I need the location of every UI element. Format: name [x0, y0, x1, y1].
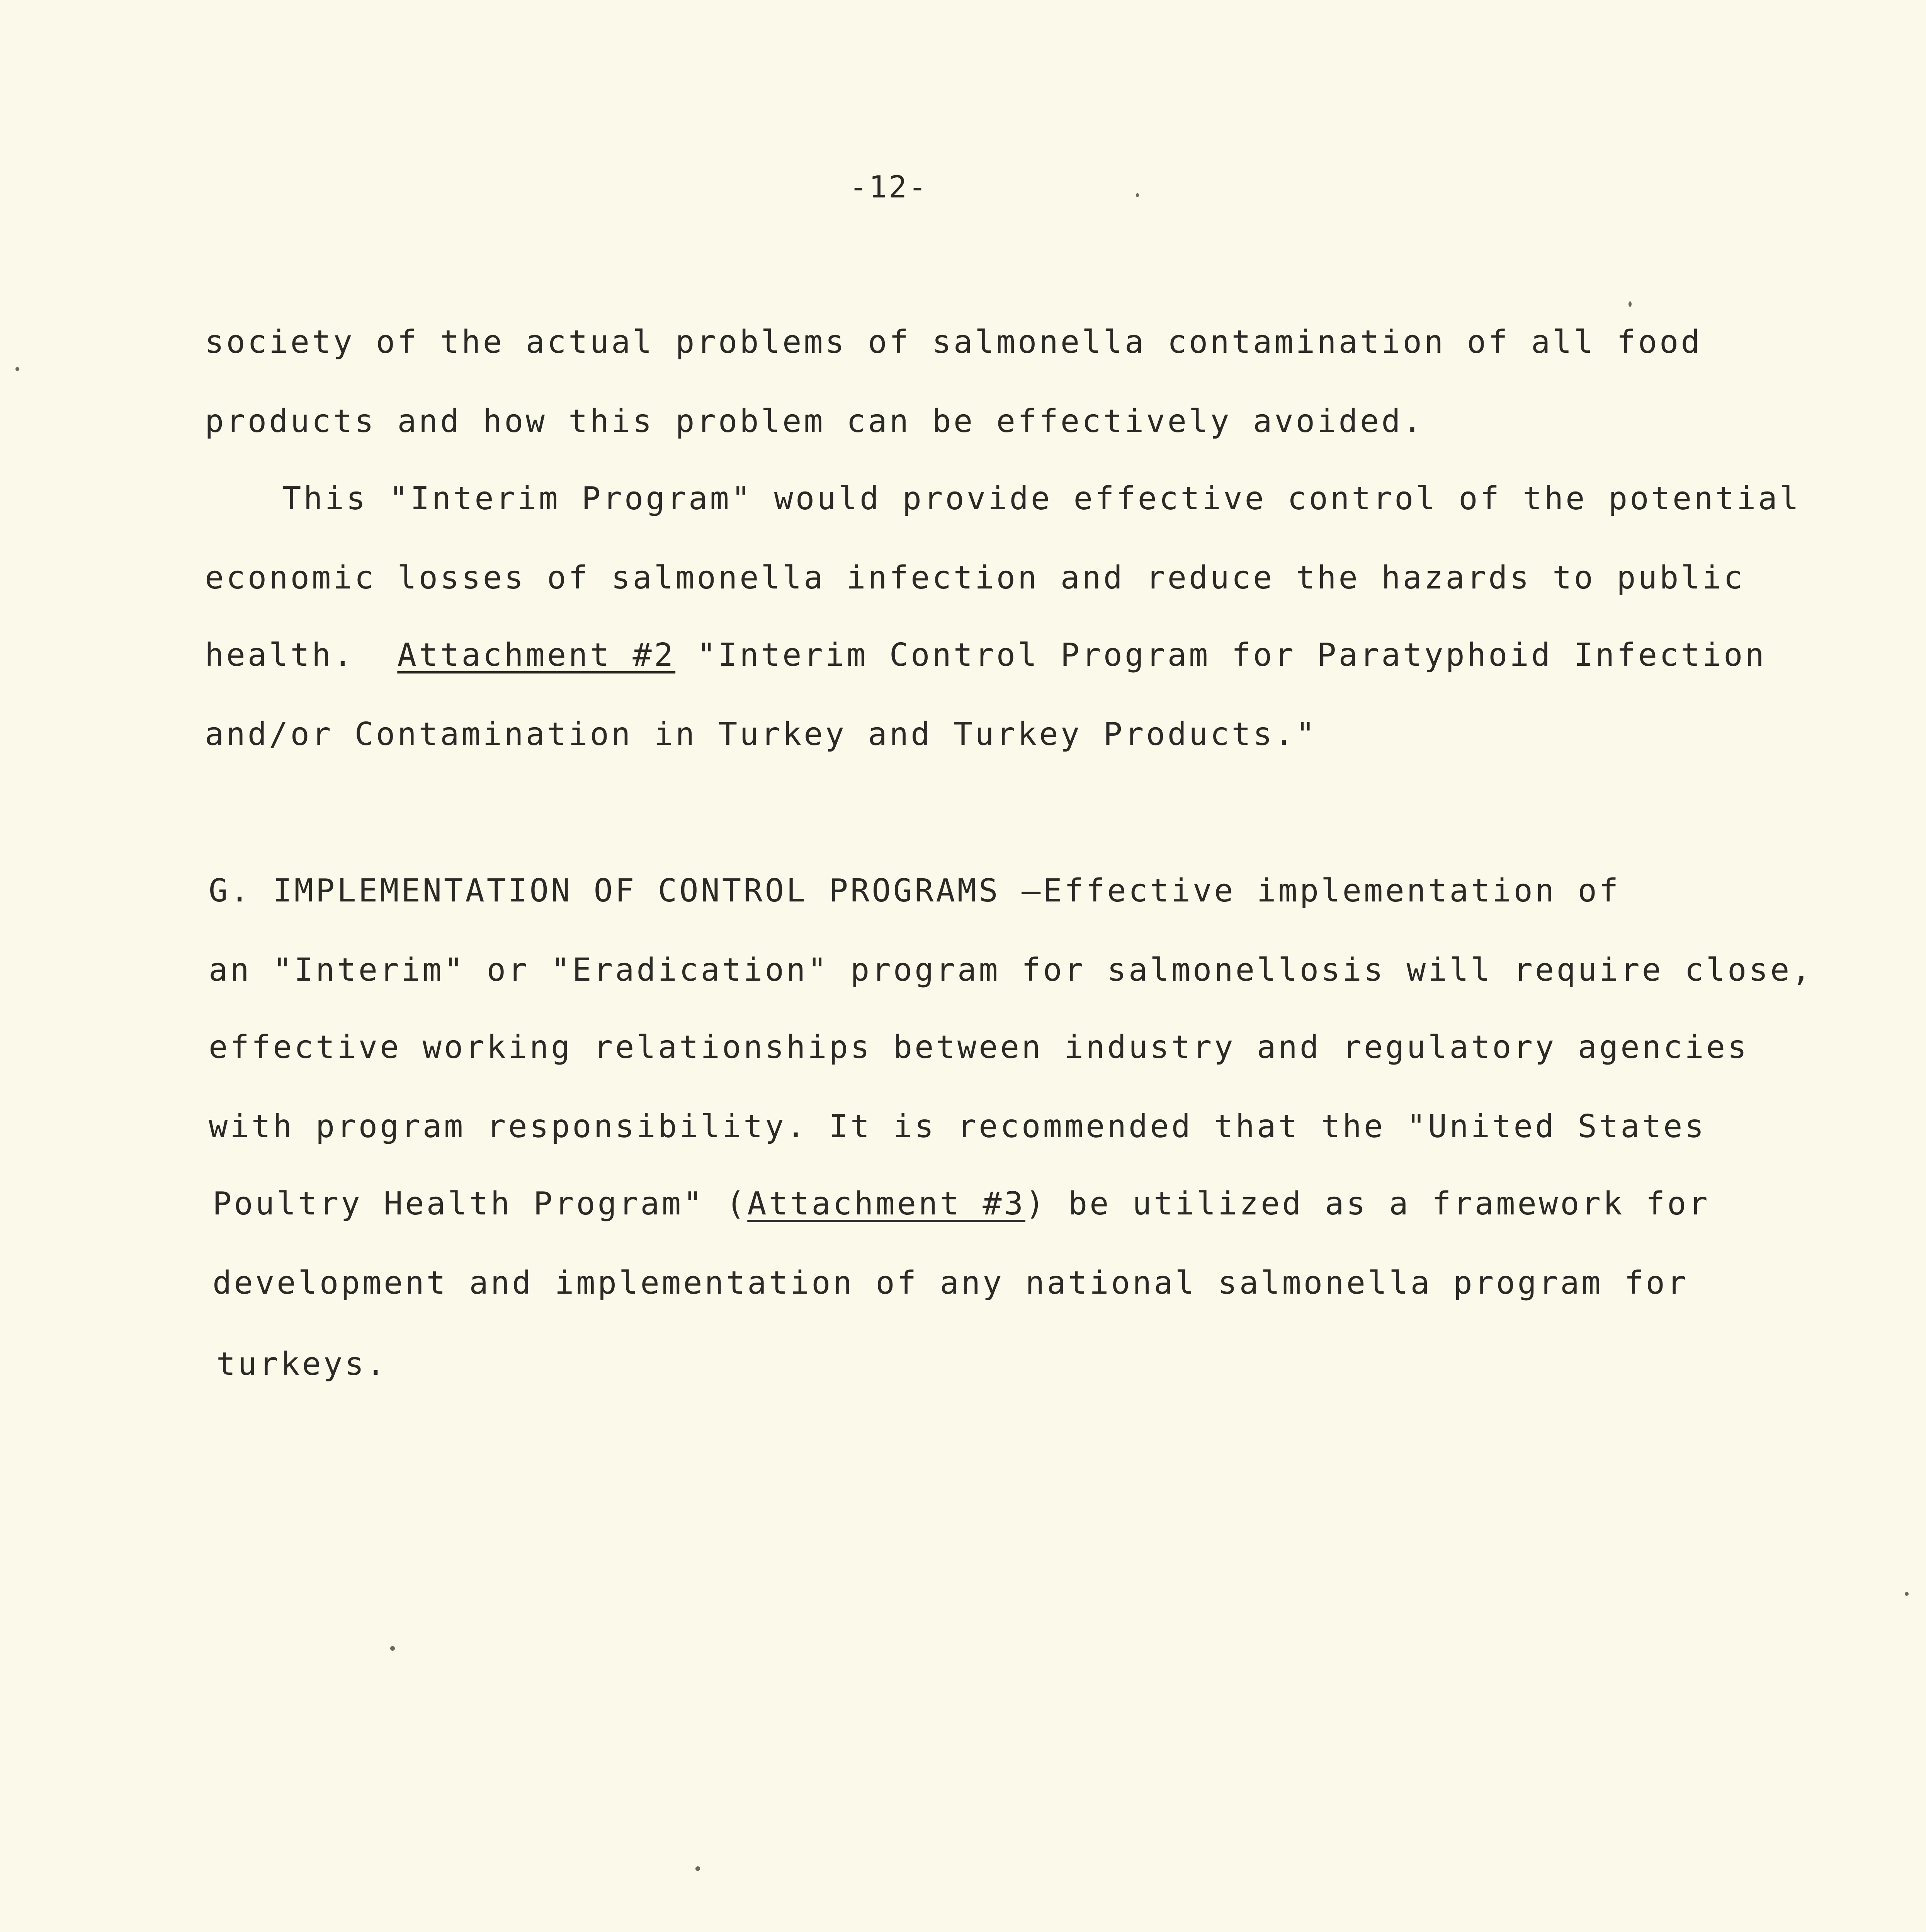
body-line-1: society of the actual problems of salmonella contamination of all food: [205, 324, 1702, 361]
section-g-line-7: turkeys.: [216, 1346, 388, 1383]
body-line-6: and/or Contamination in Turkey and Turkey Products.": [205, 716, 1317, 753]
body-line-5-end: "Interim Control Program for Paratyphoid Infection: [697, 637, 1766, 673]
section-g-line-6: development and implementation of any national salmonella program for: [212, 1265, 1689, 1301]
section-g-heading: G. IMPLEMENTATION OF CONTROL PROGRAMS: [209, 872, 1000, 909]
section-g-line-4: with program responsibility. It is recommended that the "United States: [209, 1108, 1706, 1145]
section-g-heading-line: [209, 872, 1621, 909]
body-line-5: [205, 639, 1766, 671]
body-line-3: This "Interim Program" would provide effective control of the potential: [282, 480, 1801, 517]
page-number: -12-: [849, 170, 928, 205]
section-g-line-5-start: Poultry Health Program" (: [212, 1185, 748, 1222]
section-g-heading-tail: —Effective implementation of: [1000, 872, 1621, 909]
body-line-4: economic losses of salmonella infection and reduce the hazards to public: [205, 560, 1745, 596]
paper-speck: [390, 1646, 395, 1651]
paper-speck: [1136, 193, 1139, 197]
section-g-line-2: an "Interim" or "Eradication" program for salmonellosis will require close,: [209, 952, 1813, 988]
attachment-3-reference: Attachment #3: [747, 1185, 1026, 1222]
body-line-2: products and how this problem can be effectively avoided.: [205, 403, 1424, 440]
paper-speck: [1629, 301, 1632, 307]
paper-speck: [15, 367, 19, 371]
paper-speck: [695, 1866, 700, 1871]
section-g-line-5: [212, 1185, 1710, 1222]
body-line-5-start: health.: [205, 637, 355, 673]
section-g-line-5-end: ) be utilized as a framework for: [1025, 1185, 1710, 1222]
paper-speck: [1905, 1592, 1909, 1596]
attachment-2-reference: Attachment #2: [397, 637, 676, 673]
section-g-line-3: effective working relationships between industry and regulatory agencies: [209, 1029, 1749, 1066]
